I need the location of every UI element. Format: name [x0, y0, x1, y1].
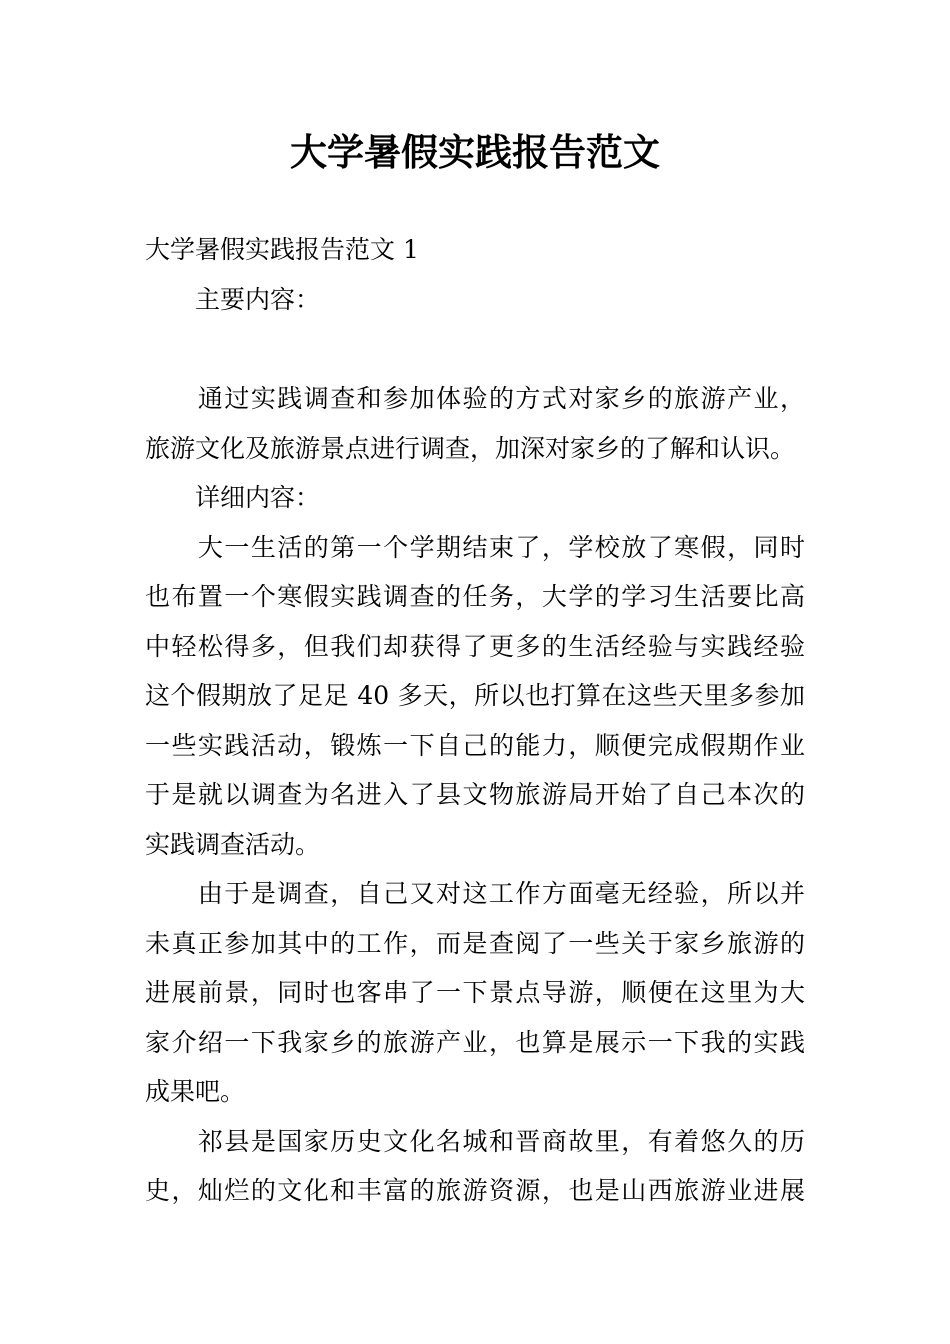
para1-line-3: 中轻松得多，但我们却获得了更多的生活经验与实践经验: [145, 632, 805, 661]
para2-line-3: 进展前景，同时也客串了一下景点导游，顺便在这里为大: [145, 978, 805, 1007]
para1-line-7: 实践调查活动。: [145, 830, 321, 859]
para2-line-1: 由于是调查，自己又对这工作方面毫无经验，所以并: [145, 879, 805, 908]
section-heading: 大学暑假实践报告范文 1: [145, 235, 419, 264]
intro-line-1: 通过实践调查和参加体验的方式对家乡的旅游产业，: [145, 384, 805, 413]
para1-line-5: 一些实践活动，锻炼一下自己的能力，顺便完成假期作业: [145, 731, 805, 760]
para1-line-2: 也布置一个寒假实践调查的任务，大学的学习生活要比高: [145, 582, 805, 611]
para3-line-1: 祁县是国家历史文化名城和晋商故里，有着悠久的历: [145, 1127, 805, 1156]
para1-line-6: 于是就以调查为名进入了县文物旅游局开始了自己本次的: [145, 780, 805, 809]
para2-line-5: 成果吧。: [145, 1077, 246, 1106]
intro-line-2: 旅游文化及旅游景点进行调查，加深对家乡的了解和认识。: [145, 434, 796, 463]
para2-line-4: 家介绍一下我家乡的旅游产业，也算是展示一下我的实践: [145, 1028, 805, 1057]
para1-line-1: 大一生活的第一个学期结束了，学校放了寒假，同时: [145, 533, 805, 562]
document-title: 大学暑假实践报告范文: [290, 131, 660, 174]
para2-line-2: 未真正参加其中的工作，而是查阅了一些关于家乡旅游的: [145, 929, 805, 958]
detail-content-label: 详细内容：: [195, 483, 321, 512]
main-content-label: 主要内容：: [195, 285, 321, 314]
para1-line-4: 这个假期放了足足 40 多天，所以也打算在这些天里多参加: [145, 681, 805, 710]
para3-line-2: 史，灿烂的文化和丰富的旅游资源，也是山西旅游业进展: [145, 1176, 805, 1205]
